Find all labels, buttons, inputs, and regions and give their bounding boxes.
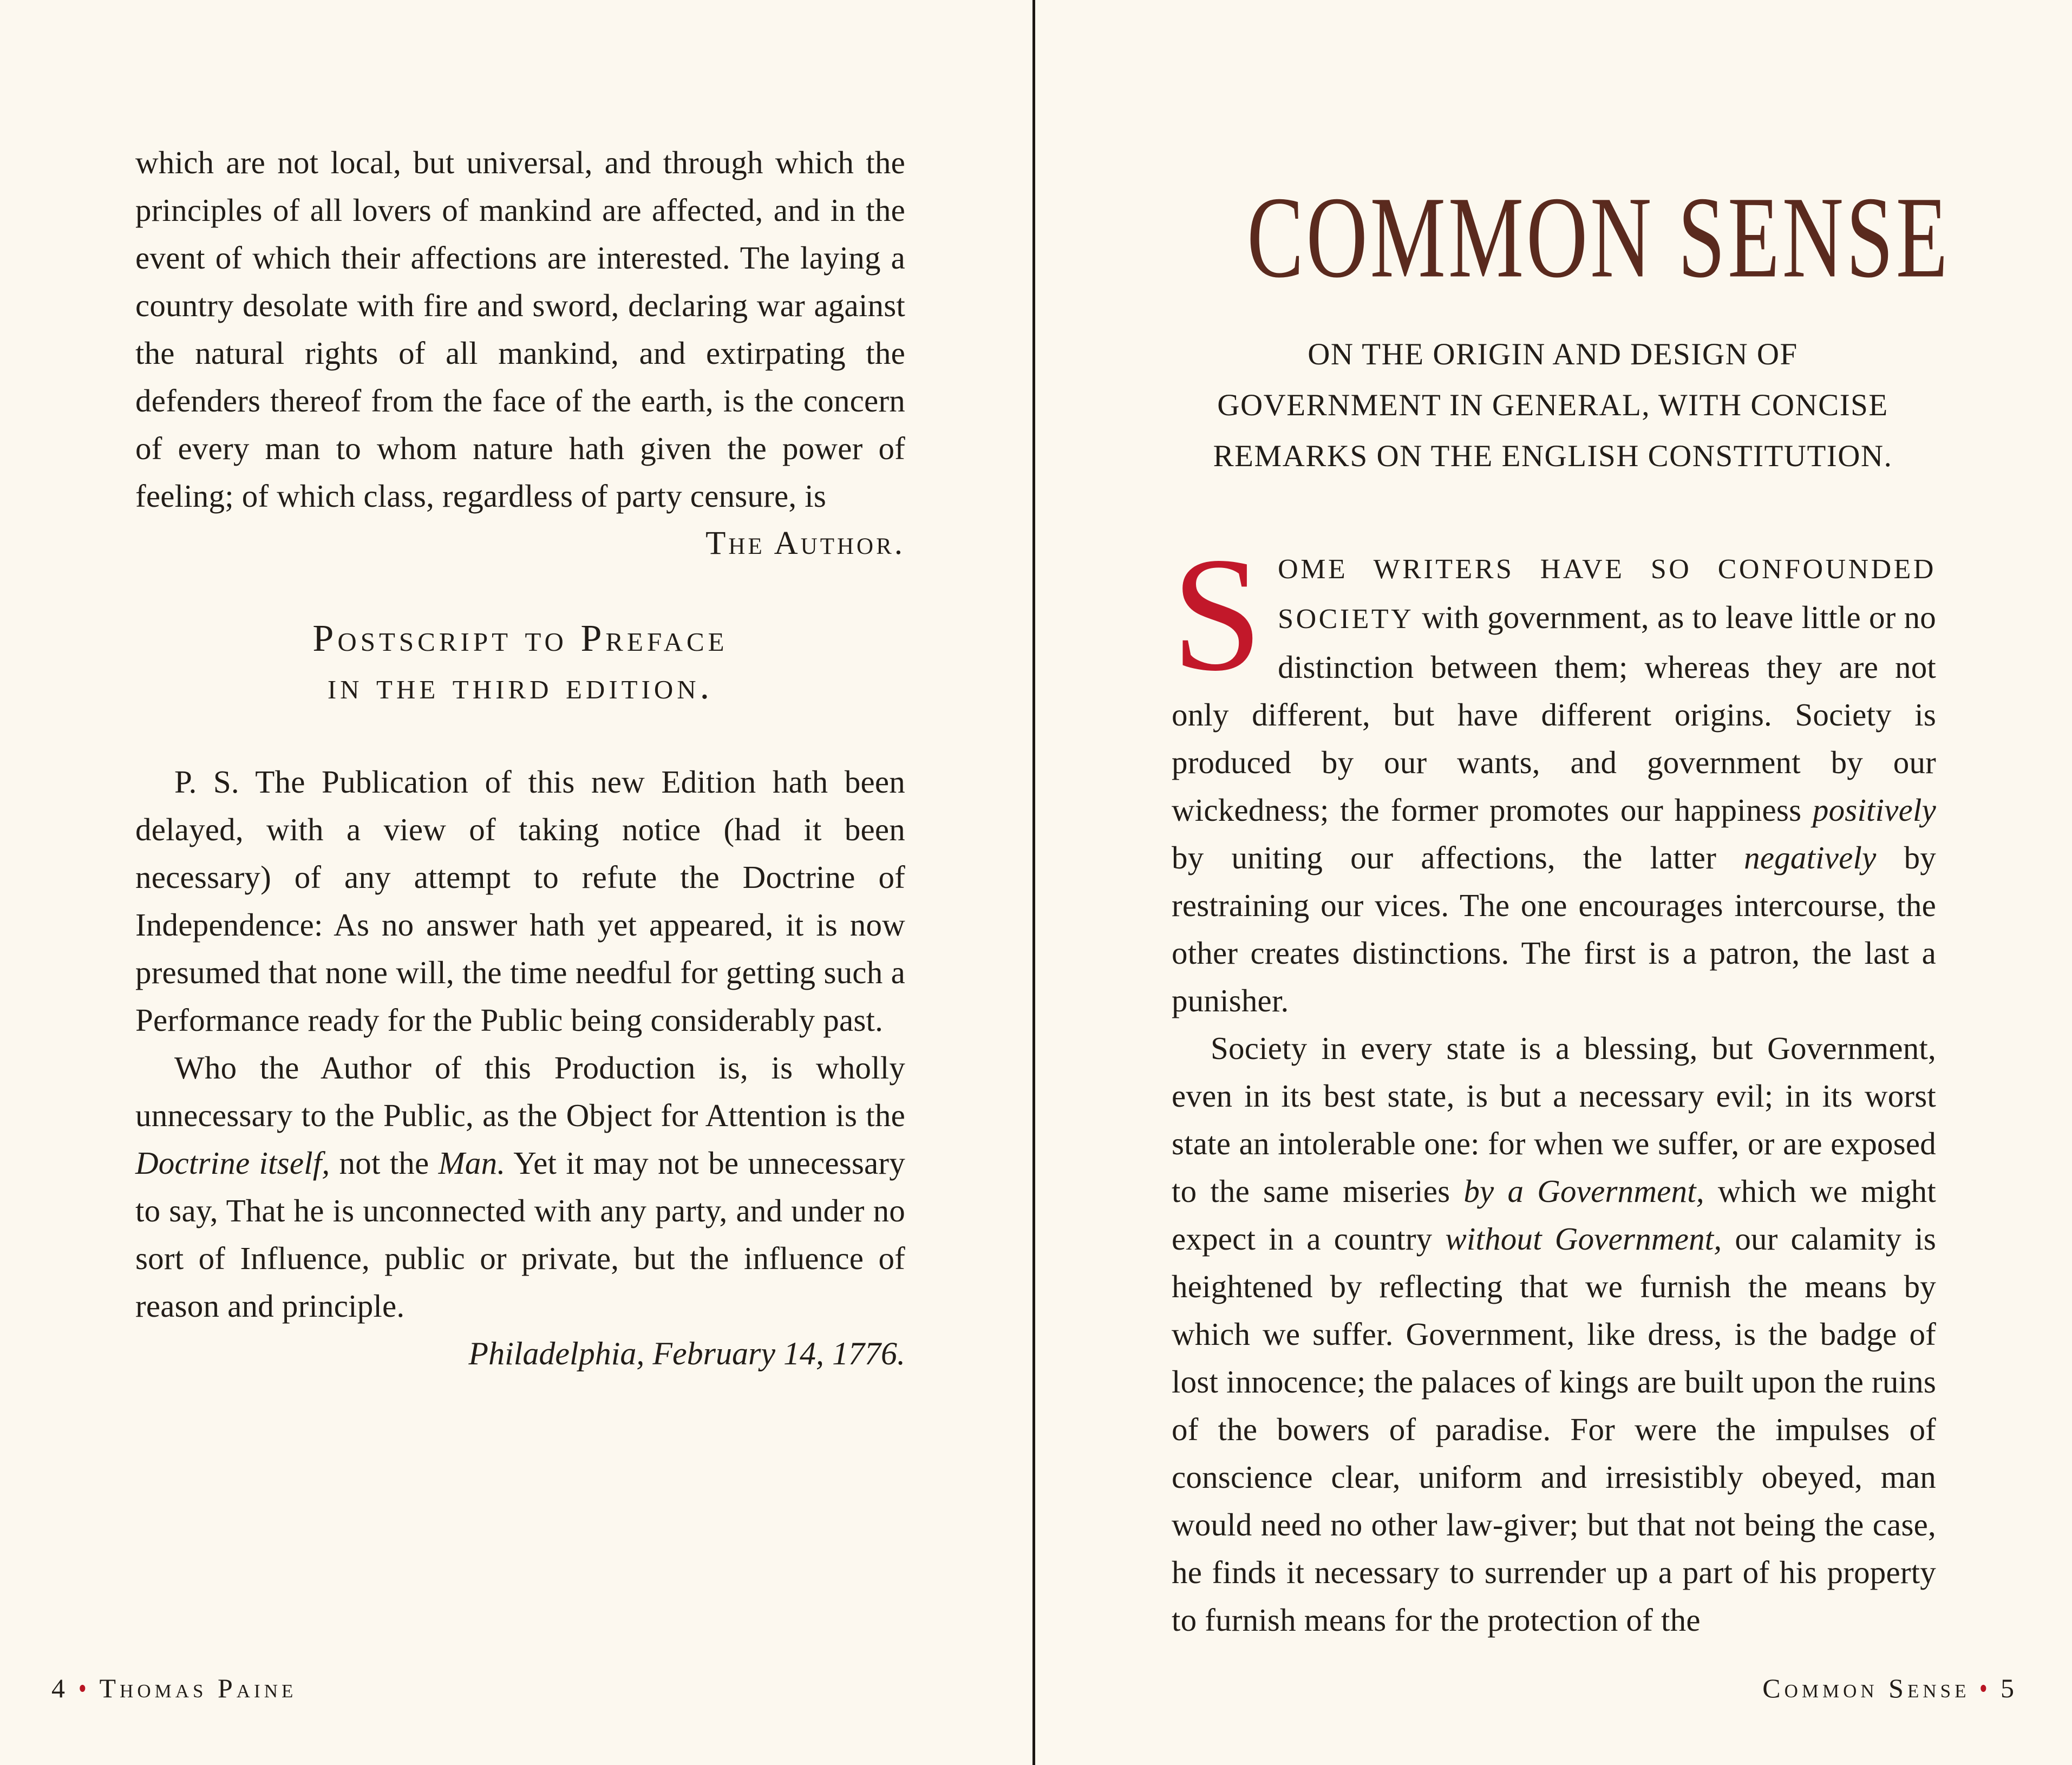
who-the-author-paragraph: Who the Author of this Production is, is wholly unnecessary to the Public, as the Object for Attention is the Doctrine itself, not the Man. Yet it may not be unnecessary to say, That he is unconnected with any party, and under no sort of Influence, public or private, but the influence of reason and principle.	[135, 1050, 905, 1324]
page-left	[0, 0, 1032, 1765]
subtitle-line-2: GOVERNMENT IN GENERAL, WITH CONCISE	[1217, 388, 1888, 422]
subtitle-line-1: ON THE ORIGIN AND DESIGN OF	[1308, 337, 1798, 371]
right-page-number: 5	[2001, 1673, 2018, 1703]
footer-bullet-icon: •	[78, 1671, 90, 1705]
author-signoff: The Author.	[705, 525, 905, 561]
opening-smallcaps-line: OME WRITERS HAVE SO CONFOUNDED SOCIETY	[1278, 554, 1936, 635]
subtitle-line-3: REMARKS ON THE ENGLISH CONSTITUTION.	[1213, 439, 1893, 473]
footer-author-name: Thomas Paine	[99, 1673, 297, 1703]
opening-paragraph	[1172, 524, 1936, 1024]
dateline: Philadelphia, February 14, 1776.	[468, 1336, 905, 1371]
left-page-number: 4	[51, 1673, 69, 1703]
chapter-subtitle	[1171, 329, 1935, 482]
postscript-heading-line-2: in the third edition.	[327, 665, 714, 707]
chapter-title: COMMON SENSE	[1247, 173, 1951, 302]
left-text-column	[135, 139, 905, 1377]
footer-book-title: Common Sense	[1762, 1673, 1970, 1703]
opening-paragraph-body: with government, as to leave little or no distinction between them; whereas they are not only different, but have different origins. Society is produced by our wants, and government by our wickedness; the former promotes our happiness positively by uniting our affections, the latter negatively by restraining our vices. The one encourages intercourse, the other creates distinctions. The first is a patron, the last a punisher.	[1172, 599, 1936, 1018]
dropcap-letter: S	[1172, 524, 1263, 705]
left-running-footer	[51, 1672, 297, 1704]
right-text-column	[1172, 524, 1936, 1644]
preface-continuation-paragraph: which are not local, but universal, and through which the principles of all lovers of mankind are affected, and in the event of which their affections are interested. The laying a country desolate with fire and sword, declaring war against the natural rights of all mankind, and extirpating the defenders thereof from the face of the earth, is the concern of every man to whom nature hath given the power of feeling; of which class, regardless of party censure, is	[135, 145, 905, 514]
postscript-heading-line-1: Postscript to Preface	[312, 618, 728, 659]
footer-bullet-icon: •	[1979, 1671, 1991, 1705]
society-paragraph: Society in every state is a blessing, but Government, even in its best state, is but a necessary evil; in its worst state an intolerable one: for when we suffer, or are exposed to the same miseries by a Government, which we might expect in a country without Government, our calamity is heightened by reflecting that we furnish the means by which we suffer. Government, like dress, is the badge of lost innocence; the palaces of kings are built upon the ruins of the bowers of paradise. For were the impulses of conscience clear, uniform and irresistibly obeyed, man would need no other law-giver; but that not being the case, he finds it necessary to surrender up a part of his property to furnish means for the protection of the	[1172, 1030, 1936, 1638]
postscript-paragraph: P. S. The Publication of this new Edition hath been delayed, with a view of taking notice (had it been necessary) of any attempt to refute the Doctrine of Independence: As no answer hath yet appeared, it is now presumed that none will, the time needful for getting such a Performance ready for the Public being considerably past.	[135, 764, 905, 1038]
page-right	[1035, 0, 2072, 1765]
right-running-footer	[1762, 1672, 2018, 1704]
